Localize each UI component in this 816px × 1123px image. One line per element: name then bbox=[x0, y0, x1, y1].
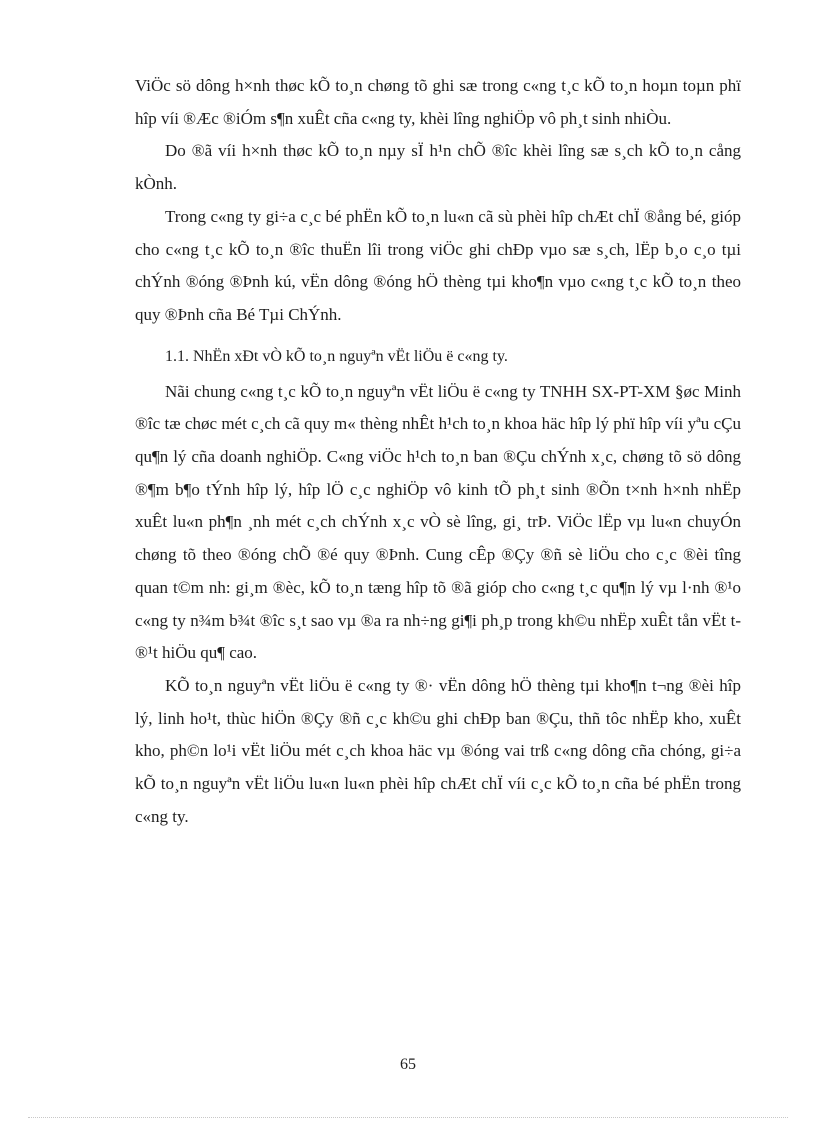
paragraph-4: Nãi chung c«ng t¸c kÕ to¸n nguyªn vËt liÖu ë c«ng ty TNHH SX-PT-XM §øc Minh ®îc tæ chøc mét c¸ch cã quy m« thèng nhÊt h¹ch to¸n khoa häc hîp lý phï hîp víi yªu cÇu qu¶n lý cña doanh nghiÖp. C«ng viÖc h¹ch to¸n ban ®Çu chÝnh x¸c, chøng tõ sö dông ®¶m b¶o tÝnh hîp lý, hîp lÖ c¸c nghiÖp vô kinh tÕ ph¸t sinh ®Õn t×nh h×nh nhËp xuÊt lu«n ph¶n ¸nh mét c¸ch chÝnh x¸c vÒ sè lîng, gi¸ trÞ. ViÖc lËp vµ lu«n chuyÓn chøng tõ theo ®óng chÕ ®é quy ®Þnh. Cung cÊp ®Çy ®ñ sè liÖu cho c¸c ®èi tîng quan t©m nh: gi¸m ®èc, kÕ to¸n tæng hîp tõ ®ã gióp cho c«ng t¸c qu¶n lý vµ l·nh ®¹o c«ng ty n¾m b¾t ®îc s¸t sao vµ ®a ra nh÷ng gi¶i ph¸p trong kh©u nhËp xuÊt tån vËt t ®¹t hiÖu qu¶ cao. bbox=[135, 381, 741, 663]
paragraph-1: ViÖc sö dông h×nh thøc kÕ to¸n chøng tõ ghi sæ trong c«ng t¸c kÕ to¸n hoµn toµn phï hîp víi ®Æc ®iÓm s¶n xuÊt cña c«ng ty, khèi lîng nghiÖp vô ph¸t sinh nhiÒu. bbox=[135, 76, 741, 128]
document-body bbox=[135, 70, 741, 833]
page-number: 65 bbox=[400, 1056, 416, 1073]
paragraph-2: Do ®ã víi h×nh thøc kÕ to¸n nµy sÏ h¹n chÕ ®îc khèi lîng sæ s¸ch kÕ to¸n cång kÒnh. bbox=[135, 141, 741, 194]
section-heading: 1.1. NhËn xÐt vÒ kÕ to¸n nguyªn vËt liÖu ë c«ng ty. bbox=[165, 347, 508, 365]
paragraph-3: Trong c«ng ty gi÷a c¸c bé phËn kÕ to¸n lu«n cã sù phèi hîp chÆt chÏ ®ång bé, gióp cho c«ng t¸c kÕ to¸n ®îc thuËn lîi trong viÖc ghi chÐp vµo sæ s¸ch, lËp b¸o c¸o tµi chÝnh ®óng ®Þnh kú, vËn dông ®óng hÖ thèng tµi kho¶n vµo c«ng t¸c kÕ to¸n theo quy ®Þnh cña Bé Tµi ChÝnh. bbox=[135, 206, 741, 324]
page-bottom-divider bbox=[28, 1117, 788, 1118]
paragraph-5: KÕ to¸n nguyªn vËt liÖu ë c«ng ty ®· vËn dông hÖ thèng tµi kho¶n t¬ng ®èi hîp lý, linh ho¹t, thùc hiÖn ®Çy ®ñ c¸c kh©u ghi chÐp ban ®Çu, thñ tôc nhËp kho, xuÊt kho, ph©n lo¹i vËt liÖu mét c¸ch khoa häc vµ ®óng vai trß c«ng dông cña chóng, gi÷a kÕ to¸n nguyªn vËt liÖu lu«n lu«n phèi hîp chÆt chÏ víi c¸c kÕ to¸n cña bé phËn trong c«ng ty. bbox=[135, 675, 741, 826]
